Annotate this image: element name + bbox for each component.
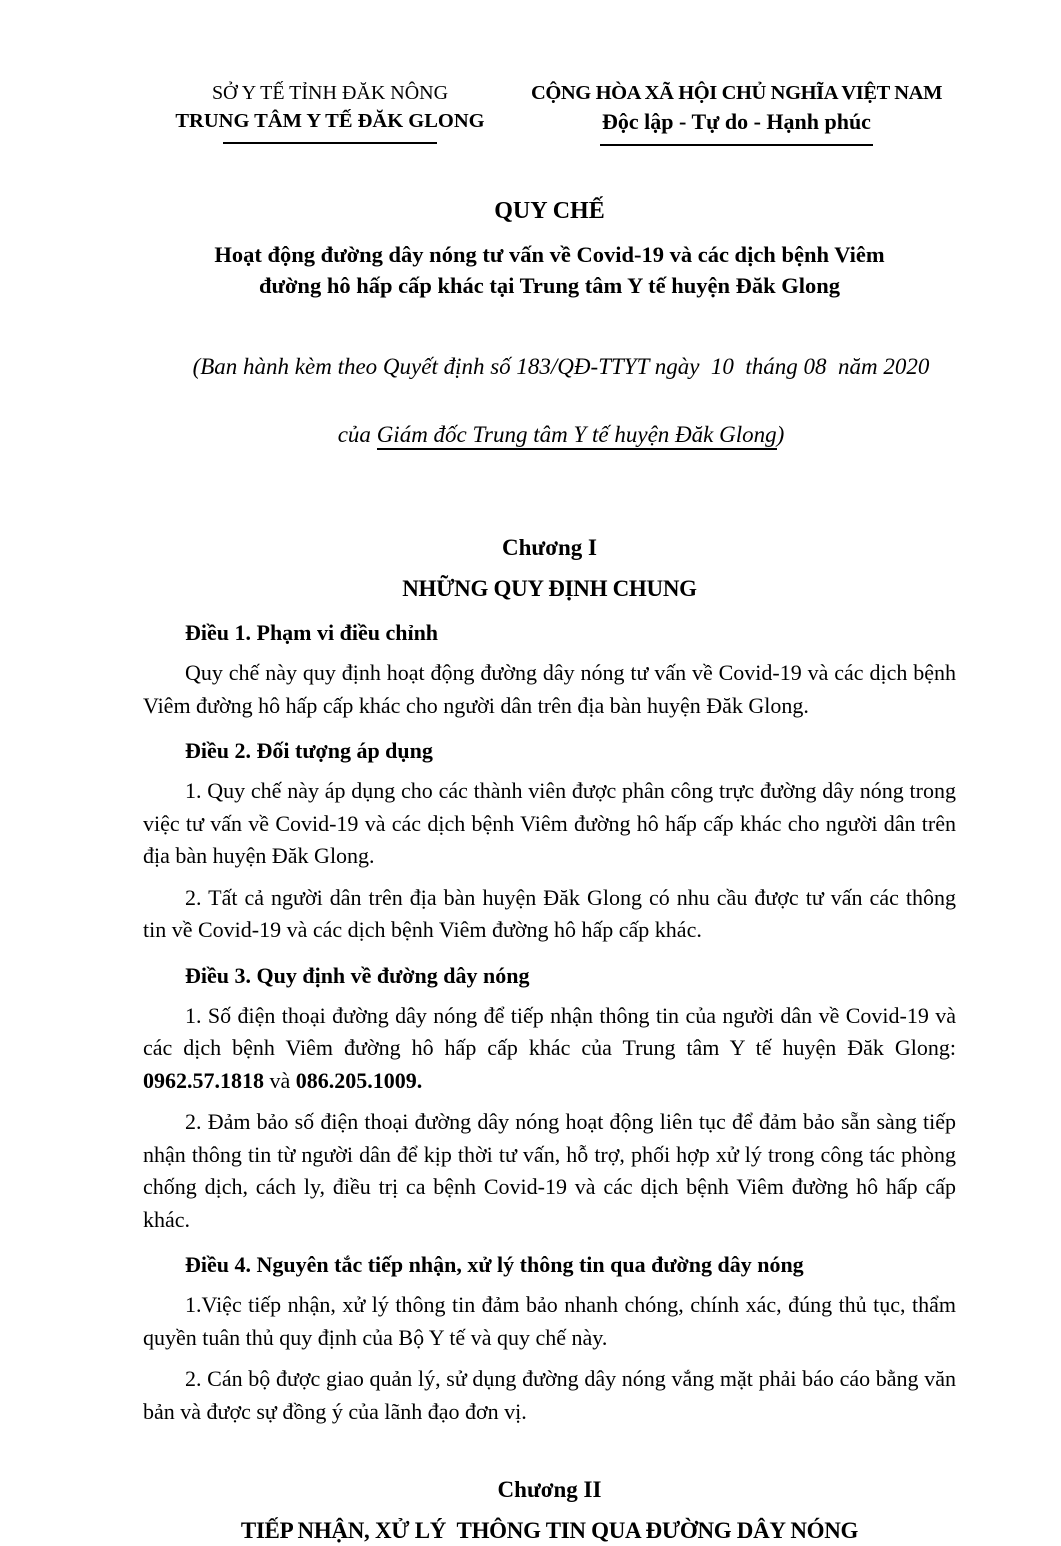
article-2-paragraph-1: 1. Quy chế này áp dụng cho các thành viên được phân công trực đường dây nóng trong việc tư vấn về Covid-19 và các dịch bệnh Viêm đường hô hấp cấp khác cho người dân trên địa bàn huyện Đăk Glong.	[143, 778, 956, 868]
article-3-paragraph-2: 2. Đảm bảo số điện thoại đường dây nóng hoạt động liên tục để đảm bảo sẵn sàng tiếp nhận thông tin từ người dân để kịp thời tư vấn, hỗ trợ, phối hợp xử lý trong công tác phòng chống dịch, cách ly, điều trị ca bệnh Covid-19 và các dịch bệnh Viêm đường hô hấp cấp khác.	[143, 1109, 956, 1232]
agency-underline-rule	[223, 142, 437, 144]
document-type-title: QUY CHẾ	[494, 198, 605, 224]
issuance-line2-suffix: )	[776, 422, 785, 447]
chapter-1-heading: NHỮNG QUY ĐỊNH CHUNG	[402, 576, 697, 601]
article-3-paragraph-1-connector: và	[264, 1067, 296, 1093]
issuance-line1: (Ban hành kèm theo Quyết định số 183/QĐ-TTYT ngày 10 tháng 08 năm 2020	[192, 354, 930, 379]
motto-underline-rule	[600, 144, 873, 146]
article-1-paragraph-1: Quy chế này quy định hoạt động đường dây nóng tư vấn về Covid-19 và các dịch bệnh Viêm đường hô hấp cấp khác cho người dân trên địa bàn huyện Đăk Glong.	[143, 660, 956, 718]
document-header	[143, 80, 956, 146]
chapter-1-label: Chương I	[502, 535, 597, 560]
issuing-agency-name: TRUNG TÂM Y TẾ ĐĂK GLONG	[175, 110, 485, 132]
chapter-2-label: Chương II	[497, 1477, 602, 1502]
issuance-note	[143, 316, 956, 486]
national-title: CỘNG HÒA XÃ HỘI CHỦ NGHĨA VIỆT NAM	[530, 82, 943, 104]
hotline-phone-number-1: 0962.57.1818	[143, 1067, 264, 1093]
article-3-heading: Điều 3. Quy định về đường dây nóng	[185, 962, 530, 988]
hotline-phone-number-2: 086.205.1009.	[295, 1067, 423, 1093]
article-2-heading: Điều 2. Đối tượng áp dụng	[185, 738, 433, 763]
document-subtitle-line2: đường hô hấp cấp khác tại Trung tâm Y tế huyện Đăk Glong	[258, 273, 841, 298]
article-4-heading: Điều 4. Nguyên tắc tiếp nhận, xử lý thông tin qua đường dây nóng	[185, 1252, 804, 1277]
national-motto: Độc lập - Tự do - Hạnh phúc	[602, 109, 871, 134]
issuance-line2-underlined: Giám đốc Trung tâm Y tế huyện Đăk Glong	[377, 422, 777, 450]
article-2-paragraph-2: 2. Tất cả người dân trên địa bàn huyện Đăk Glong có nhu cầu được tư vấn các thông tin về Covid-19 và các dịch bệnh Viêm đường hô hấp cấp khác.	[143, 884, 956, 942]
article-4-paragraph-2: 2. Cán bộ được giao quản lý, sử dụng đường dây nóng vắng mặt phải báo cáo bằng văn bản và được sự đồng ý của lãnh đạo đơn vị.	[143, 1366, 956, 1424]
article-1-heading: Điều 1. Phạm vi điều chỉnh	[185, 620, 439, 645]
issuing-agency-block	[143, 80, 517, 144]
article-3-paragraph-1	[143, 1000, 956, 1098]
article-3-paragraph-1-text: 1. Số điện thoại đường dây nóng để tiếp nhận thông tin của người dân về Covid-19 và các dịch bệnh Viêm đường hô hấp cấp khác của Trung tâm Y tế huyện Đăk Glong:	[143, 1002, 956, 1060]
parent-agency-name: SỞ Y TẾ TỈNH ĐĂK NÔNG	[211, 82, 449, 104]
document-subtitle-line1: Hoạt động đường dây nóng tư vấn về Covid-19 và các dịch bệnh Viêm	[214, 242, 885, 267]
article-4-paragraph-1: 1.Việc tiếp nhận, xử lý thông tin đảm bảo nhanh chóng, chính xác, đúng thủ tục, thẩm quyền tuân thủ quy định của Bộ Y tế và quy chế này.	[143, 1292, 956, 1350]
document-subtitle	[143, 239, 956, 301]
national-motto-block	[517, 80, 956, 146]
chapter-2-heading: TIẾP NHẬN, XỬ LÝ THÔNG TIN QUA ĐƯỜNG DÂY NÓNG	[240, 1518, 859, 1543]
issuance-line2-prefix: của	[337, 422, 377, 447]
